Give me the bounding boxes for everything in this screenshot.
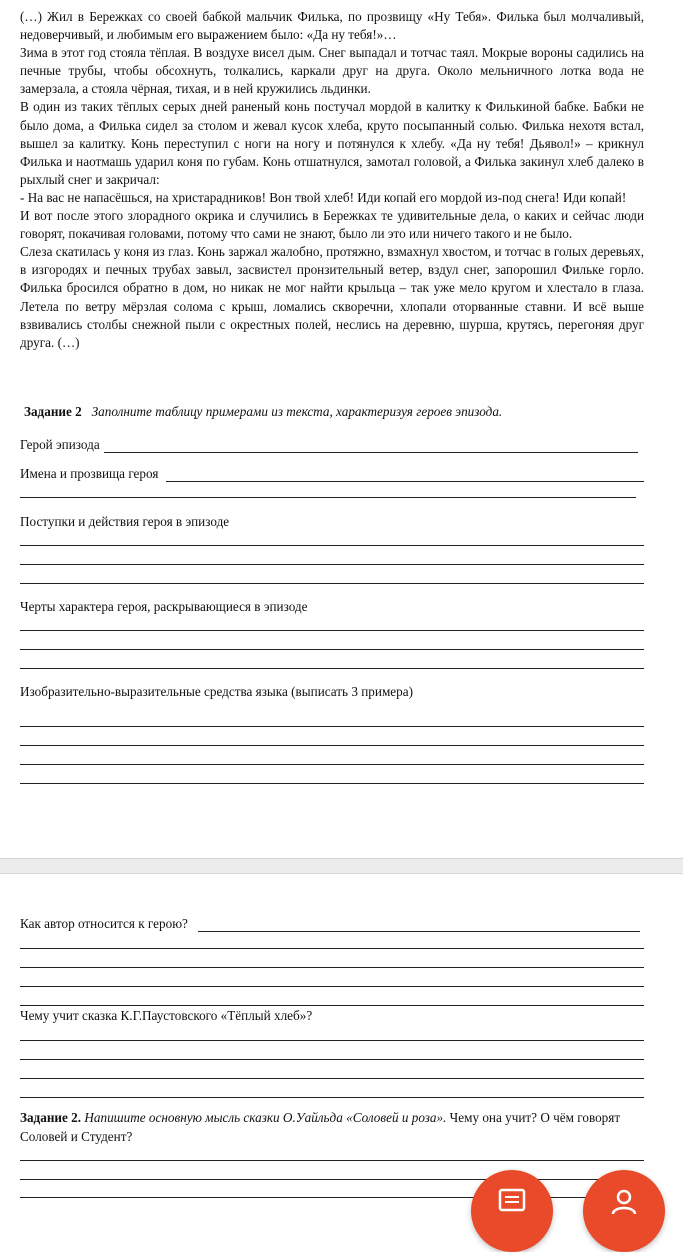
author-field	[20, 916, 640, 932]
answer-line[interactable]	[20, 1078, 644, 1079]
answer-line[interactable]	[20, 1005, 644, 1006]
answer-line[interactable]	[20, 630, 644, 631]
hero-answer-line[interactable]	[104, 440, 638, 453]
task-instruction: Заполните таблицу примерами из текста, характеризуя героев эпизода.	[91, 404, 503, 419]
answer-line[interactable]	[20, 1179, 644, 1180]
author-label: Как автор относится к герою?	[20, 916, 188, 931]
answer-line[interactable]	[20, 745, 644, 746]
answer-line[interactable]	[20, 1059, 644, 1060]
author-answer-line[interactable]	[198, 919, 640, 932]
page-divider	[0, 858, 683, 874]
answer-line[interactable]	[20, 497, 636, 498]
profile-button[interactable]	[583, 1170, 665, 1252]
document-page-2	[0, 874, 683, 1202]
hero-label: Герой эпизода	[20, 437, 100, 452]
answer-line[interactable]	[20, 545, 644, 546]
task-2b	[20, 1108, 644, 1146]
lesson-label: Чему учит сказка К.Г.Паустовского «Тёплый хлеб»?	[20, 1008, 313, 1023]
document-button[interactable]	[471, 1170, 553, 1252]
answer-line[interactable]	[20, 1097, 644, 1098]
hero-field	[20, 437, 638, 453]
answer-line[interactable]	[20, 668, 644, 669]
excerpt-paragraph: Слеза скатилась у коня из глаз. Конь заржал жалобно, протяжно, взмахнул хвостом, и тотчас в голых деревьях, в изгородях и печных трубах завыл, засвистел пронзительный ветер, вздул снег, запорошил Фильке горло. Филька бросился обратно в дом, но никак не мог найти крыльца – так уже мело кругом и хлестало в глаза. Летела по ветру мёрзлая солома с крыш, ломались скворечни, хлопали оторванные ставни. И всё выше взвивались столбы снежной пыли с окрестных полей, неслись на деревню, шурша, крутясь, перегоняя друг друга. (…)	[20, 244, 644, 350]
story-excerpt	[20, 8, 644, 352]
traits-label: Черты характера героя, раскрывающиеся в эпизоде	[20, 599, 308, 614]
excerpt-paragraph: - На вас не напасёшься, на христарадников! Вон твой хлеб! Иди копай его мордой из-под снега! Иди копай!	[20, 189, 627, 205]
task-instruction: Напишите основную мысль сказки О.Уайльда «Соловей и роза».	[84, 1110, 447, 1125]
answer-line[interactable]	[20, 649, 644, 650]
user-icon	[610, 1188, 638, 1214]
excerpt-paragraph: (…) Жил в Бережках со своей бабкой мальчик Филька, по прозвищу «Ну Тебя». Филька был молчаливый, недоверчивый, и любимым его выражением было: «Да ну тебя!»…	[20, 9, 644, 43]
answer-line[interactable]	[20, 986, 644, 987]
task-number: Задание 2	[24, 404, 82, 419]
answer-line[interactable]	[20, 967, 644, 968]
actions-label: Поступки и действия героя в эпизоде	[20, 514, 230, 529]
answer-line[interactable]	[20, 583, 644, 584]
document-icon	[498, 1188, 526, 1214]
answer-line[interactable]	[20, 1160, 644, 1161]
answer-line[interactable]	[20, 564, 644, 565]
names-label: Имена и прозвища героя	[20, 466, 159, 481]
devices-label: Изобразительно-выразительные средства языка (выписать 3 примера)	[20, 684, 413, 699]
answer-line[interactable]	[20, 783, 644, 784]
answer-line[interactable]	[20, 948, 644, 949]
excerpt-paragraph: Зима в этот год стояла тёплая. В воздухе висел дым. Снег выпадал и тотчас таял. Мокрые вороны садились на печные трубы, чтобы обсохнуть, толкались, каркали друг на друга. Около мельничного лотка вода не замерзала, а стояла чёрная, тихая, и в ней кружились льдинки.	[20, 45, 644, 97]
answer-line[interactable]	[20, 1040, 644, 1041]
task-heading	[24, 404, 502, 420]
names-answer-line[interactable]	[166, 469, 644, 482]
task-number: Задание 2.	[20, 1110, 82, 1125]
names-field	[20, 466, 644, 482]
excerpt-paragraph: В один из таких тёплых серых дней раненый конь постучал мордой в калитку к Филькиной бабке. Бабки не было дома, а Филька сидел за столом и жевал кусок хлеба, круто посыпанный солью. Филька нехотя встал, вышел за калитку. Конь переступил с ноги на ногу и потянулся к хлебу. «Да ну тебя! Дьявол!» – крикнул Филька и наотмашь ударил коня по губам. Конь отшатнулся, замотал головой, а Филька закинул хлеб далеко в рыхлый снег и закричал:	[20, 99, 644, 187]
answer-line[interactable]	[20, 764, 644, 765]
excerpt-paragraph: И вот после этого злорадного окрика и случились в Бережках те удивительные дела, о каких и сейчас люди говорят, покачивая головами, потому что сами не знают, было ли это или ничего такого и не было.	[20, 208, 644, 242]
task-question: Чему она учит? О чём говорят Соловей и Студент?	[20, 1110, 621, 1144]
answer-line[interactable]	[20, 726, 644, 727]
